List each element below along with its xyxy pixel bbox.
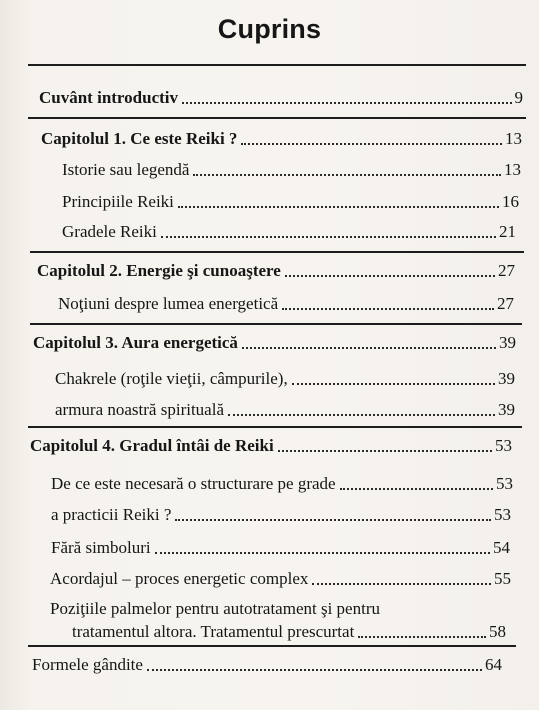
toc-entry-label: Fără simboluri <box>51 538 151 557</box>
title-divider <box>28 64 526 66</box>
toc-entry-label: Capitolul 3. Aura energetică <box>33 333 238 352</box>
dot-leader <box>155 552 490 554</box>
toc-entry-chapter-2 <box>37 261 515 281</box>
toc-entry-principles <box>62 192 519 212</box>
toc-entry-label: De ce este necesară o structurare pe grade <box>51 474 336 493</box>
toc-entry-page: 27 <box>498 261 515 280</box>
dot-leader <box>285 275 495 277</box>
toc-entry-page: 13 <box>505 129 522 148</box>
toc-entry-introduction <box>39 88 523 108</box>
toc-entry-energy-notions <box>58 294 514 314</box>
toc-entry-page: 39 <box>498 369 515 388</box>
toc-entry-page: 53 <box>495 436 512 455</box>
toc-entry-page: 21 <box>499 222 516 241</box>
toc-entry-label: armura noastră spirituală <box>55 400 224 419</box>
dot-leader <box>292 383 495 385</box>
toc-entry-treatment <box>72 622 506 642</box>
toc-entry-page: 39 <box>499 333 516 352</box>
toc-entry-history <box>62 160 521 180</box>
dot-leader <box>161 236 496 238</box>
section-divider <box>30 251 524 253</box>
toc-entry-chakras <box>55 369 515 389</box>
toc-entry-page: 53 <box>494 505 511 524</box>
toc-entry-spiritual-armor <box>55 400 515 420</box>
toc-entry-page: 58 <box>489 622 506 641</box>
toc-entry-label: Capitolul 4. Gradul întâi de Reiki <box>30 436 274 455</box>
dot-leader <box>358 636 486 638</box>
toc-entry-label: Gradele Reiki <box>62 222 157 241</box>
dot-leader <box>178 206 499 208</box>
toc-entry-page: 53 <box>496 474 513 493</box>
dot-leader <box>278 450 492 452</box>
toc-entry-page: 54 <box>493 538 510 557</box>
dot-leader <box>242 347 496 349</box>
toc-entry-no-symbols <box>51 538 510 558</box>
toc-entry-label: Formele gândite <box>32 655 143 674</box>
toc-entry-why-degrees <box>51 474 513 494</box>
toc-entry-page: 64 <box>485 655 502 674</box>
toc-entry-label: Noţiuni despre lumea energetică <box>58 294 279 313</box>
section-divider <box>30 323 522 325</box>
dot-leader <box>241 143 502 145</box>
dot-leader <box>312 583 491 585</box>
toc-entry-hand-positions: Poziţiile palmelor pentru autotratament şi pentru <box>50 599 380 618</box>
toc-entry-label: a practicii Reiki ? <box>51 505 172 524</box>
toc-entry-label: Chakrele (roţile vieţii, câmpurile), <box>55 369 288 388</box>
toc-entry-label: Acordajul – proces energetic complex <box>50 569 309 588</box>
toc-entry-chapter-4 <box>30 436 512 456</box>
page-title: Cuprins <box>217 14 322 44</box>
toc-entry-attunement <box>50 569 511 589</box>
toc-entry-chapter-1 <box>41 129 522 149</box>
toc-entry-label: Cuvânt introductiv <box>39 88 179 107</box>
toc-entry-practice <box>51 505 511 525</box>
toc-entry-label: tratamentul altora. Tratamentul prescurtat <box>72 622 355 641</box>
dot-leader <box>175 519 491 521</box>
section-divider <box>28 117 526 119</box>
dot-leader <box>282 308 494 310</box>
toc-entry-degrees <box>62 222 516 242</box>
toc-entry-label: Capitolul 1. Ce este Reiki ? <box>41 129 238 148</box>
dot-leader <box>193 174 501 176</box>
toc-entry-chapter-3 <box>33 333 516 353</box>
section-divider <box>28 645 516 647</box>
toc-entry-page: 39 <box>498 400 515 419</box>
toc-entry-label: Capitolul 2. Energie şi cunoaştere <box>37 261 281 280</box>
dot-leader <box>147 669 482 671</box>
toc-entry-page: 13 <box>504 160 521 179</box>
dot-leader <box>340 488 493 490</box>
toc-entry-page: 27 <box>497 294 514 313</box>
dot-leader <box>228 414 495 416</box>
toc-entry-label: Principiile Reiki <box>62 192 174 211</box>
toc-entry-page: 55 <box>494 569 511 588</box>
toc-entry-label: Istorie sau legendă <box>62 160 190 179</box>
toc-entry-thought-forms <box>32 655 502 675</box>
toc-entry-page: 9 <box>514 88 523 107</box>
toc-entry-page: 16 <box>502 192 519 211</box>
section-divider <box>28 426 522 428</box>
dot-leader <box>182 102 511 104</box>
